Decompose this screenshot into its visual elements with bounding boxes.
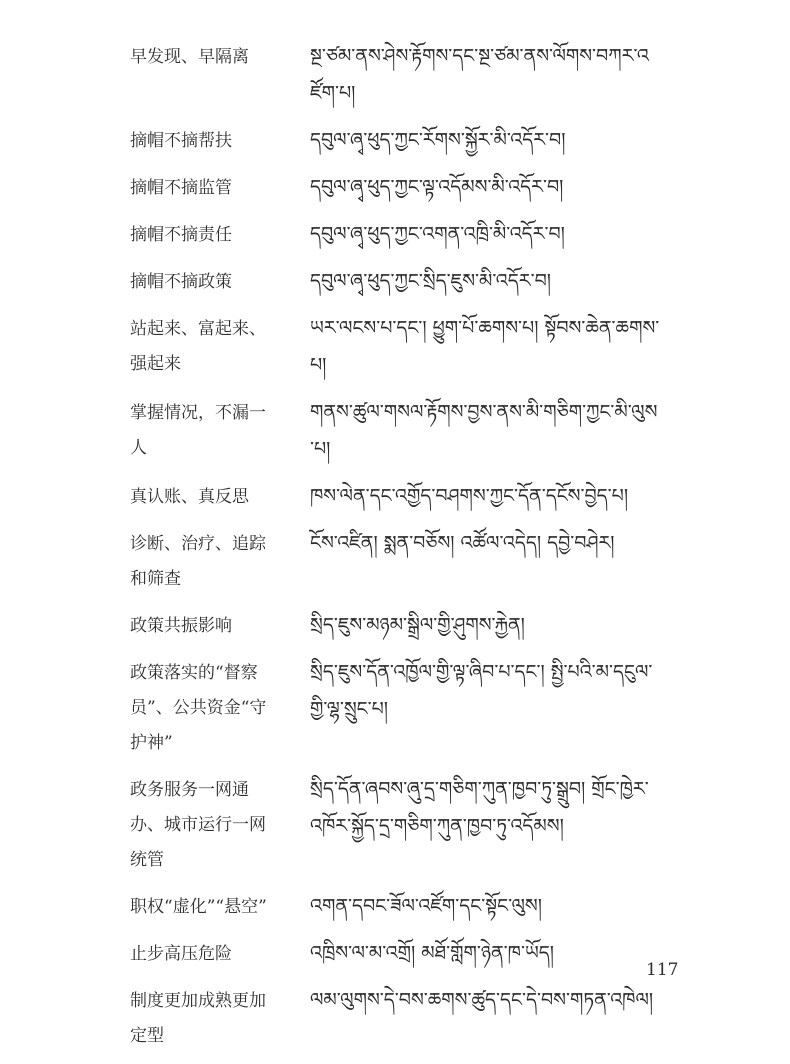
chinese-term: 政策共振影响	[130, 616, 232, 636]
chinese-term: 摘帽不摘责任	[130, 225, 232, 245]
chinese-term: 真认账、真反思	[130, 487, 249, 507]
chinese-term: 摘帽不摘监管	[130, 178, 232, 198]
tibetan-translation: གནས་ཚུལ་གསལ་རྟོགས་བྱས་ནས་མི་གཅིག་ཀྱང་མི་ལུས་པ།	[310, 401, 658, 460]
tibetan-translation: སྲིད་ཇུས་མཉམ་སྒྲིལ་གྱི་ཤུགས་རྐྱེན།	[310, 614, 525, 636]
tibetan-translation: དབུལ་ཞྭ་ཕུད་ཀྱང་སྲིད་ཇུས་མི་འདོར་བ།	[310, 270, 551, 292]
glossary-entry-11	[130, 654, 660, 761]
glossary-entry-2	[130, 122, 660, 159]
glossary-entry-3	[130, 169, 660, 206]
tibetan-translation: དབུལ་ཞྭ་ཕུད་ཀྱང་འགན་འཁྲི་མི་འདོར་བ།	[310, 223, 565, 245]
page-number: 117	[646, 960, 679, 980]
glossary-entry-4	[130, 216, 660, 253]
tibetan-translation: ཁས་ལེན་དང་འགྱོད་བཤགས་ཀྱང་དོན་དངོས་བྱེད་པ།	[310, 485, 629, 507]
tibetan-translation: སྲིད་ཇུས་དོན་འཁྱོལ་གྱི་ལྟ་ཞིབ་པ་དང་། སྤྱི་པའི་མ་དངུལ་གྱི་ལྷ་སྲུང་པ།	[310, 661, 653, 720]
chinese-term: 政务服务一网通办、城市运行一网统管	[130, 780, 266, 870]
glossary-entry-1	[130, 38, 660, 112]
tibetan-translation: སྲིད་དོན་ཞབས་ཞུ་དྲ་གཅིག་ཀུན་ཁྱབ་ཏུ་སྒྲུབ། གྲོང་ཁྱེར་འཁོར་སྐྱོད་དྲ་གཅིག་ཀུན་ཁྱབ་ཏུ་འདོམས།	[310, 778, 649, 837]
tibetan-translation: ལམ་ལུགས་དེ་བས་ཆགས་ཚུད་དང་དེ་བས་གཏན་འཁེལ།	[310, 989, 654, 1011]
glossary-entry-6	[130, 310, 660, 384]
chinese-term: 摘帽不摘帮扶	[130, 131, 232, 151]
glossary-entry-15	[130, 982, 660, 1054]
chinese-term: 站起来、富起来、强起来	[130, 319, 266, 374]
chinese-term: 摘帽不摘政策	[130, 272, 232, 292]
chinese-term: 政策落实的“督察员”、公共资金“守护神”	[130, 663, 267, 753]
chinese-term: 制度更加成熟更加定型	[130, 991, 266, 1046]
glossary-entry-12	[130, 771, 660, 878]
chinese-term: 止步高压危险	[130, 944, 232, 964]
tibetan-translation: སྔ་ཙམ་ནས་ཤེས་རྟོགས་དང་སྔ་ཙམ་ནས་ལོགས་བཀར་འཛོག་པ།	[310, 45, 649, 104]
glossary-entry-10	[130, 607, 660, 644]
chinese-term: 早发现、早隔离	[130, 47, 249, 67]
chinese-term: 掌握情况，不漏一人	[130, 403, 266, 458]
tibetan-translation: འཁྲིས་ལ་མ་འགྲོ། མཐོ་གློག་ཉེན་ཁ་ཡོད།	[310, 942, 554, 964]
glossary-table	[130, 38, 660, 1064]
chinese-term: 诊断、治疗、追踪和筛查	[130, 534, 266, 589]
glossary-entry-13	[130, 888, 660, 925]
tibetan-translation: འགན་དབང་ཟོལ་འཛོག་དང་སྟོང་ལུས།	[310, 895, 542, 917]
tibetan-translation: དབུལ་ཞྭ་ཕུད་ཀྱང་ལྟ་འདོམས་མི་འདོར་བ།	[310, 176, 564, 198]
chinese-term: 职权“虚化”“悬空”	[130, 897, 267, 917]
tibetan-translation: ཡར་ལངས་པ་དང་། ཕྱུག་པོ་ཆགས་པ། སྟོབས་ཆེན་ཆགས་པ།	[310, 317, 660, 376]
glossary-entry-7	[130, 394, 660, 468]
tibetan-translation: དབུལ་ཞྭ་ཕུད་ཀྱང་རོགས་སྐྱོར་མི་འདོར་བ།	[310, 129, 566, 151]
tibetan-translation: ངོས་འཛིན། སྨན་བཅོས། འཚོལ་འདེད། དབྱེ་བཤེར།	[310, 532, 615, 554]
glossary-entry-5	[130, 263, 660, 300]
glossary-entry-14	[130, 935, 660, 972]
glossary-entry-9	[130, 525, 660, 597]
glossary-entry-8	[130, 478, 660, 515]
